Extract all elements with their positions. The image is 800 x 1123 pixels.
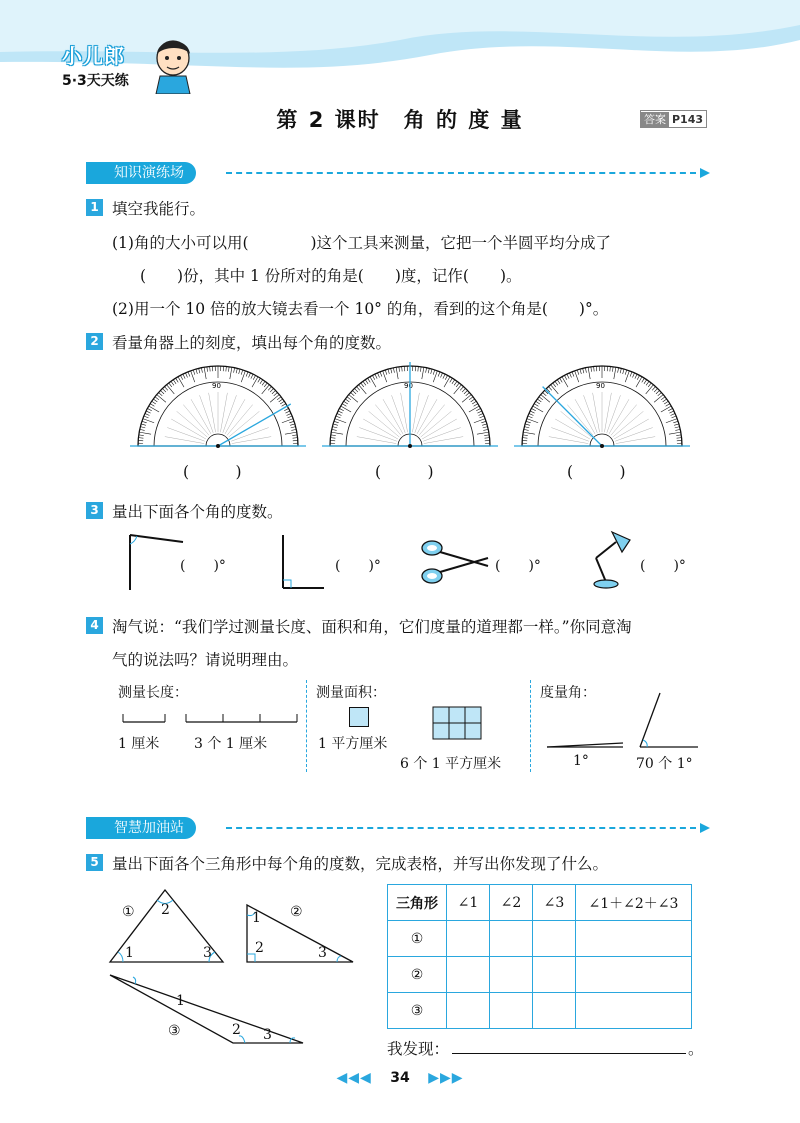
logo-subtitle: 5·3天天练: [62, 73, 129, 89]
angle-figure-2: [278, 530, 328, 592]
q3-title: 量出下面各个角的度数。: [112, 503, 283, 521]
table-cell[interactable]: [447, 957, 490, 993]
svg-text:90: 90: [404, 382, 413, 390]
q1-title: 填空我能行。: [112, 200, 206, 218]
answer-page: P143: [672, 113, 704, 126]
triangles-figure: [105, 885, 355, 1050]
scissors-icon: [420, 538, 490, 586]
chevron-right-icon: [698, 166, 712, 180]
angle-label: 3: [203, 945, 212, 961]
table-cell[interactable]: [490, 957, 533, 993]
length-segment-3: [183, 710, 301, 724]
angle-label-1: 1°: [573, 753, 589, 769]
angle-title: 度量角：: [540, 685, 596, 701]
question-number: 3: [86, 502, 103, 519]
table-header: ∠3: [533, 885, 576, 921]
area-unit-square: [349, 707, 369, 727]
table-cell[interactable]: [490, 993, 533, 1029]
angle-label: 1: [252, 910, 261, 926]
question-number: 4: [86, 617, 103, 634]
svg-text:90: 90: [212, 382, 221, 390]
angle-label: 2: [232, 1022, 241, 1038]
page-footer: [0, 1070, 800, 1086]
table-cell[interactable]: [576, 957, 692, 993]
area-grid-6: [432, 706, 484, 742]
protractor: [514, 366, 690, 448]
angles-table: [387, 884, 692, 1029]
q2-title: 看量角器上的刻度，填出每个角的度数。: [112, 334, 392, 352]
q3-blank-4[interactable]: ( )°: [640, 558, 686, 574]
table-row: [388, 993, 692, 1029]
table-row-label: ①: [388, 921, 447, 957]
section-title-wisdom: 智慧加油站: [86, 817, 196, 839]
desk-lamp-icon: [584, 528, 634, 590]
length-segment-1: [120, 710, 170, 724]
q2-blank-2[interactable]: ( ): [375, 463, 434, 481]
divider: [530, 680, 531, 772]
table-cell[interactable]: [533, 921, 576, 957]
angle-label-70: 70 个 1°: [636, 756, 693, 772]
page-number: 34: [390, 1070, 410, 1086]
angle-figure-1: [125, 530, 185, 592]
q1-line1[interactable]: (1)角的大小可以用( )这个工具来测量，它把一个半圆平均分成了: [112, 234, 612, 252]
q5-title: 量出下面各个三角形中每个角的度数，完成表格，并写出你发现了什么。: [112, 855, 609, 873]
question-number: 5: [86, 854, 103, 871]
triangle-label-3: ③: [168, 1023, 181, 1039]
q4-line2: 气的说法吗？请说明理由。: [112, 651, 299, 669]
table-cell[interactable]: [490, 921, 533, 957]
table-cell[interactable]: [576, 993, 692, 1029]
chevron-right-icon: [698, 821, 712, 835]
length-label-1: 1 厘米: [118, 736, 160, 752]
question-number: 1: [86, 199, 103, 216]
angle-label: 3: [318, 945, 327, 961]
q1-line3[interactable]: (2)用一个 10 倍的放大镜去看一个 10° 的角，看到的这个角是( )°。: [112, 300, 609, 318]
table-row: [388, 921, 692, 957]
q2-blank-1[interactable]: ( ): [183, 463, 242, 481]
angle-label: 1: [125, 945, 134, 961]
protractor-figures: [130, 360, 700, 455]
svg-text:90: 90: [596, 382, 605, 390]
table-header: ∠1: [447, 885, 490, 921]
q3-blank-3[interactable]: ( )°: [495, 558, 541, 574]
discovery-answer-line[interactable]: [452, 1052, 686, 1054]
section-banner-wisdom: [86, 817, 711, 843]
table-cell[interactable]: [447, 921, 490, 957]
triangle-label-2: ②: [290, 904, 303, 920]
table-cell[interactable]: [447, 993, 490, 1029]
next-page-arrows[interactable]: ▶▶▶: [428, 1070, 464, 1086]
q2-blank-3[interactable]: ( ): [567, 463, 626, 481]
table-header: ∠2: [490, 885, 533, 921]
prev-page-arrows[interactable]: ◀◀◀: [336, 1070, 372, 1086]
q4-line1: 淘气说：“我们学过测量长度、面积和角，它们度量的道理都一样。”你同意淘: [112, 618, 632, 636]
section-title-knowledge: 知识演练场: [86, 162, 196, 184]
table-row-label: ②: [388, 957, 447, 993]
mascot-boy-icon: [150, 36, 196, 94]
lesson-title: 第 2 课时 角 的 度 量: [276, 108, 524, 132]
question-number: 2: [86, 333, 103, 350]
table-cell[interactable]: [533, 957, 576, 993]
triangle-label-1: ①: [122, 904, 135, 920]
table-row-label: ③: [388, 993, 447, 1029]
table-header: 三角形: [388, 885, 447, 921]
q1-line2[interactable]: ( )份，其中 1 份所对的角是( )度，记作( )。: [140, 267, 522, 285]
table-header: ∠1＋∠2＋∠3: [576, 885, 692, 921]
length-label-3: 3 个 1 厘米: [194, 736, 268, 752]
section-banner-knowledge: [86, 162, 711, 188]
logo-title: 小儿郎: [62, 44, 125, 68]
answer-label: 答案: [641, 112, 669, 127]
angle-label: 2: [255, 940, 264, 956]
divider: [306, 680, 307, 772]
discovery-period: 。: [688, 1040, 704, 1058]
area-label-6: 6 个 1 平方厘米: [400, 756, 502, 772]
table-row: [388, 957, 692, 993]
table-header-row: [388, 885, 692, 921]
q3-blank-2[interactable]: ( )°: [335, 558, 381, 574]
angle-label: 2: [161, 902, 170, 918]
angle-label: 3: [263, 1027, 272, 1043]
angle-70-degree: [636, 690, 700, 750]
q3-blank-1[interactable]: ( )°: [180, 558, 226, 574]
area-title: 测量面积：: [316, 685, 386, 701]
table-cell[interactable]: [576, 921, 692, 957]
discovery-label: 我发现：: [387, 1040, 450, 1058]
protractor: [130, 366, 306, 448]
table-cell[interactable]: [533, 993, 576, 1029]
area-label-1: 1 平方厘米: [318, 736, 388, 752]
length-title: 测量长度：: [118, 685, 188, 701]
answer-page-badge[interactable]: [640, 110, 707, 128]
angle-label: 1: [176, 993, 185, 1009]
protractor: [322, 362, 498, 448]
angle-1-degree: [545, 738, 625, 750]
